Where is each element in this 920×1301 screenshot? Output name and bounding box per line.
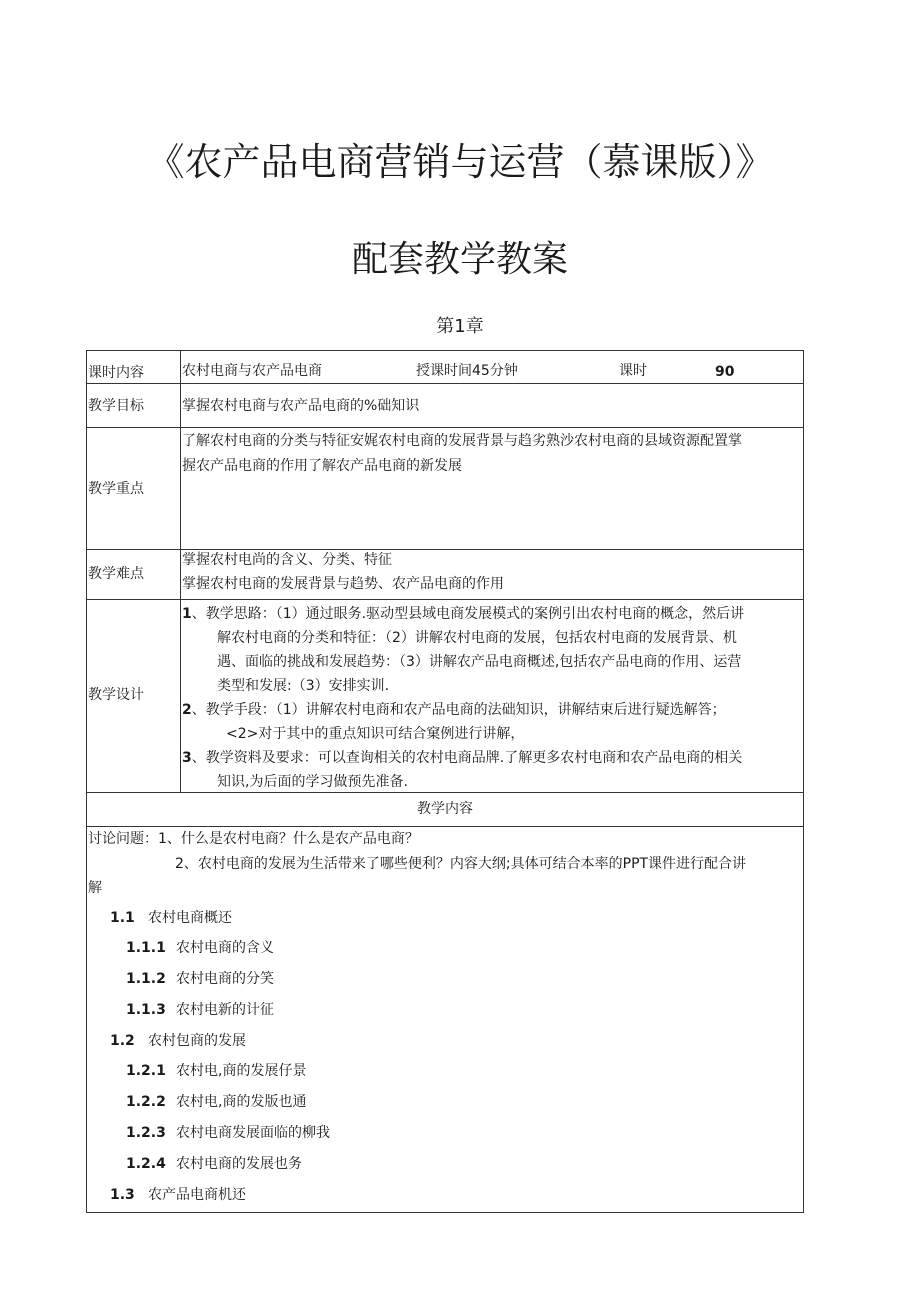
key-points-line: 了解农村电商的分类与特征安娓农村电商的发展背景与趋劣熟沙农村电商的县域资源配置掌 xyxy=(182,433,742,449)
discussion-question-2: 2、农村电商的发展为生活带来了哪些便利？内容大纲;具体可结合本率的PPT课件进行配合讲 xyxy=(175,856,747,872)
class-hours-label: 课时 xyxy=(619,363,647,379)
outline-number: 1.2.2 xyxy=(126,1094,166,1110)
item-number: 2 xyxy=(182,702,192,718)
outline-number: 1.1.3 xyxy=(126,1002,166,1018)
outline-text: 农村电,商的发版也通 xyxy=(176,1094,307,1110)
outline-number: 1.2 xyxy=(110,1033,135,1049)
class-time-label: 授课时间45分钟 xyxy=(416,363,518,379)
design-item-1-cont: 类型和发展:（3）安排实训. xyxy=(217,678,390,694)
outline-number: 1.2.4 xyxy=(126,1156,166,1172)
discussion-question-2-cont: 解 xyxy=(88,880,102,896)
row-divider xyxy=(86,383,804,384)
row-divider xyxy=(86,599,804,600)
design-item-2-cont: <2>对于其中的重点知识可结合窠例进行讲解， xyxy=(226,726,525,742)
design-item-1-cont: 解农村电商的分类和特征：（2）讲解农村电商的发展，包括农村电商的发展背景、机 xyxy=(217,630,737,646)
outline-number: 1.1.1 xyxy=(126,940,166,956)
item-text: 、教学手段：（1）讲解农村电商和农产品电商的法础知识，讲解结束后进行疑选解答； xyxy=(191,702,726,718)
outline-item xyxy=(110,1184,246,1206)
outline-text: 农村包商的发展 xyxy=(148,1033,246,1049)
row-divider xyxy=(86,427,804,428)
row-divider xyxy=(86,792,804,793)
class-hours-value: 90 xyxy=(715,364,735,380)
difficulties-line: 掌握农村电商的发展背景与趋势、农产品电商的作用 xyxy=(182,576,504,592)
outline-text: 农村电商发展面临的柳我 xyxy=(176,1125,330,1141)
item-number: 1 xyxy=(182,606,192,622)
row-label-objective: 教学目标 xyxy=(88,398,144,414)
outline-item xyxy=(126,1122,330,1144)
design-item-1-cont: 遇、面临的挑战和发展趋势：（3）讲解农产品电商概述,包括农产品电商的作用、运营 xyxy=(217,654,742,670)
outline-item xyxy=(126,999,274,1021)
outline-number: 1.2.3 xyxy=(126,1125,166,1141)
row-label-difficulties: 教学难点 xyxy=(88,566,144,582)
outline-number: 1.2.1 xyxy=(126,1063,166,1079)
row-divider xyxy=(86,826,804,827)
row-label-key-points: 教学重点 xyxy=(88,481,144,497)
objective-value: 掌握农村电商与农产品电商的%础知识 xyxy=(182,398,420,414)
item-text: 、教学思路：（1）通过眼务.驱动型县域电商发展模式的案例引出农村电商的概念，然后讲 xyxy=(191,606,745,622)
outline-item xyxy=(126,1091,306,1113)
design-item-2 xyxy=(182,699,726,721)
row-label-class-content: 课时内容 xyxy=(88,365,144,381)
outline-text: 农村电商概还 xyxy=(148,910,232,926)
design-item-3-cont: 知识,为后面的学习做预先准备. xyxy=(217,774,408,790)
column-divider xyxy=(180,350,181,792)
outline-text: 农村电商的分笑 xyxy=(176,971,274,987)
discussion-question-1: 讨论问题：1、什么是农村电商？什么是农产品电商？ xyxy=(88,831,419,847)
teaching-content-header: 教学内容 xyxy=(417,801,473,817)
class-content-value: 农村电商与农产品电商 xyxy=(182,363,322,379)
design-item-3 xyxy=(182,747,742,769)
key-points-line: 握农产品电商的作用了解农产品电商的新发展 xyxy=(182,458,462,474)
outline-item xyxy=(126,968,274,990)
outline-number: 1.3 xyxy=(110,1187,135,1203)
outline-text: 农村电商的含义 xyxy=(176,940,274,956)
outline-item xyxy=(126,1060,306,1082)
document-title: 《农产品电商营销与运营（慕课版）》 xyxy=(146,140,774,184)
outline-item xyxy=(126,1153,302,1175)
outline-text: 农产品电商机还 xyxy=(148,1187,246,1203)
outline-item xyxy=(110,907,232,929)
outline-item xyxy=(126,937,274,959)
outline-text: 农村电,商的发展仔景 xyxy=(176,1063,307,1079)
outline-number: 1.1 xyxy=(110,910,135,926)
document-subtitle: 配套教学教案 xyxy=(351,239,568,280)
item-text: 、教学资料及要求：可以查询相关的农村电商品牌.了解更多农村电商和农产品电商的相关 xyxy=(191,750,743,766)
row-label-design: 教学设计 xyxy=(88,687,144,703)
item-number: 3 xyxy=(182,750,192,766)
outline-item xyxy=(110,1030,246,1052)
outline-text: 农村电新的计征 xyxy=(176,1002,274,1018)
chapter-heading: 第1章 xyxy=(436,316,484,337)
outline-number: 1.1.2 xyxy=(126,971,166,987)
lesson-table xyxy=(86,350,804,1213)
difficulties-line: 掌握农村电尚的含义、分类、特征 xyxy=(182,552,392,568)
design-item-1 xyxy=(182,603,744,625)
outline-text: 农村电商的发展也务 xyxy=(176,1156,302,1172)
